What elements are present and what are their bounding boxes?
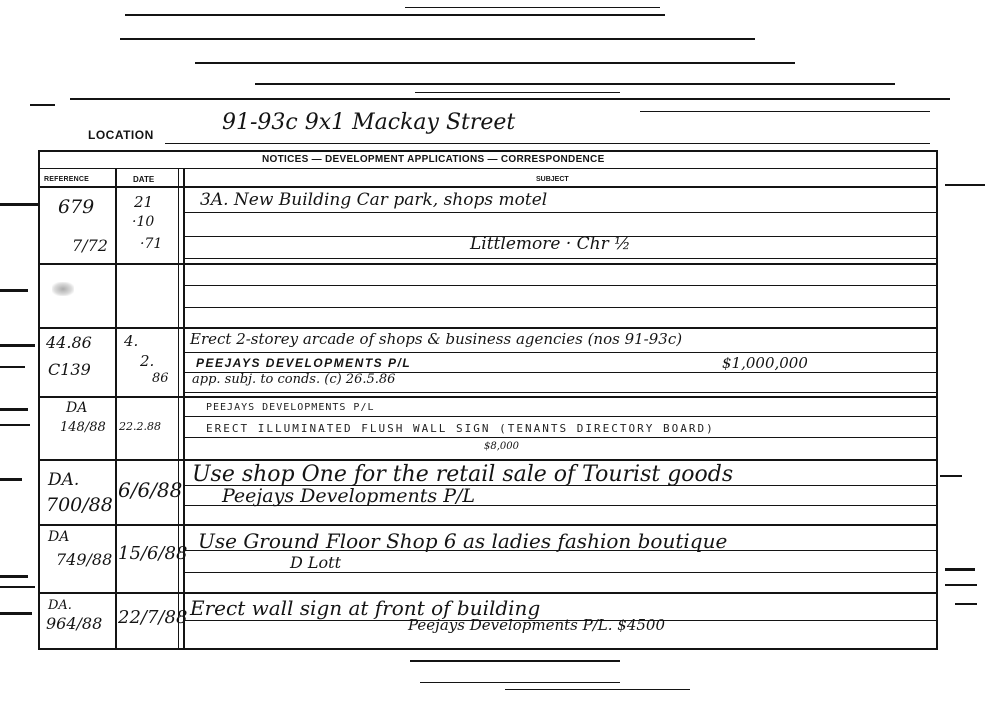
scan-noise — [120, 38, 755, 40]
scan-noise — [405, 7, 660, 8]
ink-smudge — [52, 282, 74, 296]
entry-1-date-month: ·10 — [132, 214, 155, 230]
rule — [185, 258, 936, 259]
entry-6-subject: Erect wall sign at front of building — [190, 596, 541, 620]
scan-noise — [955, 603, 977, 605]
col-subject-heading: SUBJECT — [536, 176, 569, 183]
rule — [185, 212, 936, 213]
entry-3-amount: $8,000 — [484, 441, 519, 452]
frame-top — [38, 150, 938, 152]
rule — [185, 437, 936, 438]
scan-noise — [0, 575, 28, 578]
scan-noise — [0, 478, 22, 481]
rule — [185, 285, 936, 286]
entry-4-subject: Use shop One for the retail sale of Tourist goods — [192, 462, 734, 487]
entry-5-reference-sub: 749/88 — [56, 550, 113, 569]
col-reference-heading: REFERENCE — [44, 176, 89, 183]
location-underline — [165, 143, 930, 144]
entry-2-reference-sub: C139 — [48, 360, 91, 379]
heading-rule — [38, 186, 938, 188]
entry-1-date-year: ·71 — [140, 236, 163, 252]
frame-left — [38, 150, 40, 650]
scan-noise — [125, 14, 665, 16]
scan-noise — [945, 568, 975, 571]
entry-3-date: 22.2.88 — [119, 420, 161, 433]
entry-3-reference-sub: 148/88 — [60, 420, 106, 435]
entry-5-date: 15/6/88 — [118, 543, 188, 564]
row-divider — [38, 459, 938, 461]
location-value: 91-93c 9x1 Mackay Street — [222, 110, 516, 135]
scan-noise — [0, 586, 35, 588]
col-divider-date — [183, 168, 185, 650]
scan-noise — [70, 98, 950, 100]
scan-noise — [410, 660, 620, 662]
location-label: LOCATION — [88, 128, 154, 142]
entry-5-subject: Use Ground Floor Shop 6 as ladies fashion boutique — [198, 529, 728, 553]
scan-noise — [30, 104, 55, 106]
frame-right — [936, 150, 938, 650]
entry-5-applicant: D Lott — [290, 553, 342, 572]
scan-noise — [0, 344, 35, 347]
row-divider — [38, 327, 938, 329]
entry-2-subject: Erect 2-storey arcade of shops & business agencies (nos 91-93c) — [190, 330, 683, 348]
rule — [185, 352, 936, 353]
scan-noise — [420, 682, 620, 683]
entry-1-reference: 679 — [58, 196, 95, 218]
scan-noise — [640, 111, 930, 112]
entry-4-reference-sub: 700/88 — [46, 494, 113, 516]
entry-1-subject-note: Littlemore · Chr ½ — [470, 234, 631, 254]
entry-2-approval: app. subj. to conds. (c) 26.5.86 — [192, 372, 396, 387]
entry-6-reference: DA. — [48, 598, 72, 613]
scan-noise — [0, 612, 32, 615]
entry-6-applicant: Peejays Developments P/L. $4500 — [408, 616, 666, 634]
entry-3-reference: DA — [66, 400, 88, 416]
scan-noise — [945, 184, 985, 186]
entry-4-date: 6/6/88 — [118, 478, 183, 502]
col-divider-date-inner — [178, 168, 179, 650]
row-divider — [38, 396, 938, 398]
entry-1-subject: 3A. New Building Car park, shops motel — [200, 190, 548, 210]
row-divider — [38, 592, 938, 594]
entry-2-date-year: 86 — [152, 371, 169, 386]
entry-2-date-day: 4. — [124, 332, 139, 350]
entry-4-reference: DA. — [48, 470, 80, 490]
entry-3-applicant: PEEJAYS DEVELOPMENTS P/L — [206, 402, 375, 413]
scan-noise — [505, 689, 690, 690]
entry-1-reference-sub: 7/72 — [72, 236, 108, 255]
scan-noise — [0, 424, 30, 426]
rule — [185, 392, 936, 393]
scan-noise — [0, 366, 25, 368]
rule — [185, 416, 936, 417]
scan-noise — [0, 408, 28, 411]
scan-noise — [940, 475, 962, 477]
entry-3-subject: ERECT ILLUMINATED FLUSH WALL SIGN (TENANTS DIRECTORY BOARD) — [206, 422, 715, 435]
scan-noise — [195, 62, 795, 64]
rule — [185, 572, 936, 573]
entry-6-date: 22/7/88 — [118, 607, 188, 628]
entry-2-amount: $1,000,000 — [722, 354, 808, 372]
entry-4-applicant: Peejays Developments P/L — [222, 485, 476, 507]
scan-noise — [0, 289, 28, 292]
header-rule — [38, 168, 938, 169]
scan-noise — [0, 203, 38, 206]
entry-2-reference: 44.86 — [46, 333, 92, 352]
frame-bottom — [38, 648, 938, 650]
entry-2-applicant: PEEJAYS DEVELOPMENTS P/L — [196, 356, 412, 370]
scan-noise — [945, 584, 977, 586]
scan-noise — [255, 83, 895, 85]
entry-5-reference: DA — [48, 529, 70, 545]
row-divider — [38, 263, 938, 265]
col-date-heading: DATE — [133, 175, 155, 184]
entry-2-date-month: 2. — [140, 352, 155, 370]
entry-6-reference-sub: 964/88 — [46, 614, 103, 633]
scan-noise — [415, 92, 620, 93]
col-divider-reference — [115, 168, 117, 650]
row-divider — [38, 524, 938, 526]
rule — [185, 307, 936, 308]
section-title: NOTICES — DEVELOPMENT APPLICATIONS — CORRESPONDENCE — [262, 154, 605, 165]
entry-1-date-day: 21 — [134, 193, 154, 211]
